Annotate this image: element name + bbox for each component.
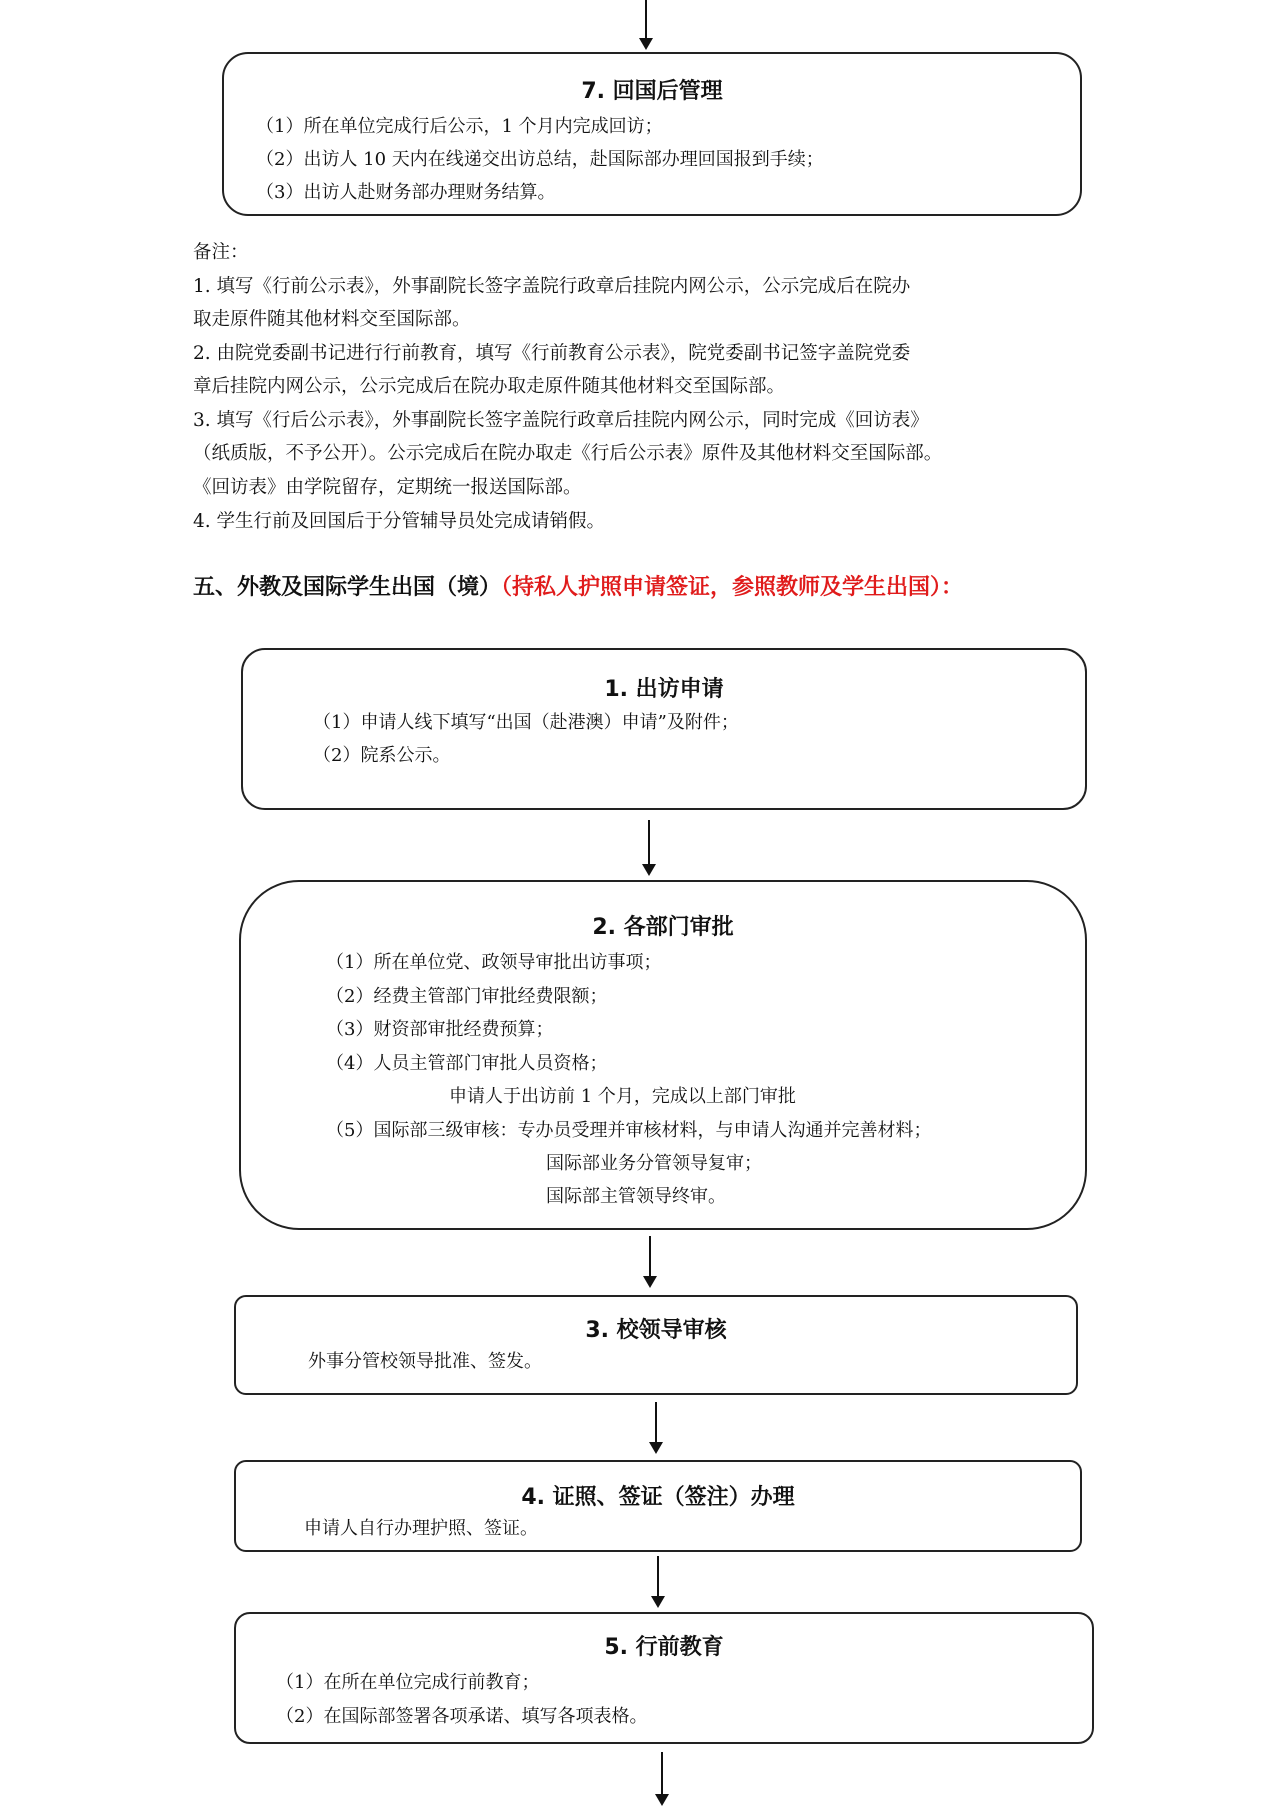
step-5-title: 5. 行前教育 xyxy=(604,1635,724,1660)
step-3-title: 3. 校领导审核 xyxy=(585,1318,727,1343)
flow-arrow xyxy=(661,1752,663,1796)
step-7-box xyxy=(222,52,1082,216)
step-7-line-3: （3）出访人赴财务部办理财务结算。 xyxy=(256,182,556,203)
step-3-box xyxy=(234,1295,1078,1395)
step-2-line-6: （5）国际部三级审核：专办员受理并审核材料，与申请人沟通并完善材料； xyxy=(326,1120,932,1141)
section-5-heading xyxy=(193,570,963,601)
step-4-box xyxy=(234,1460,1082,1552)
step-2-line-2: （2）经费主管部门审批经费限额； xyxy=(326,986,608,1007)
step-7-line-2: （2）出访人 10 天内在线递交出访总结，赴国际部办理回国报到手续； xyxy=(256,149,824,170)
step-5-line-1: （1）在所在单位完成行前教育； xyxy=(276,1672,540,1693)
step-2-title: 2. 各部门审批 xyxy=(592,915,734,940)
note-line-2: 取走原件随其他材料交至国际部。 xyxy=(193,309,471,330)
section-5-highlight: （持私人护照申请签证，参照教师及学生出国）： xyxy=(501,575,964,600)
flow-arrow xyxy=(657,1556,659,1598)
step-5-box xyxy=(234,1612,1094,1744)
step-7-line-1: （1）所在单位完成行后公示，1 个月内完成回访； xyxy=(256,116,663,137)
step-2-box xyxy=(239,880,1087,1230)
note-line-3: 2. 由院党委副书记进行行前教育，填写《行前教育公示表》，院党委副书记签字盖院党委 xyxy=(193,343,911,364)
step-5-line-2: （2）在国际部签署各项承诺、填写各项表格。 xyxy=(276,1706,648,1727)
note-line-1: 1. 填写《行前公示表》，外事副院长签字盖院行政章后挂院内网公示，公示完成后在院办 xyxy=(193,276,911,297)
step-2-line-1: （1）所在单位党、政领导审批出访事项； xyxy=(326,952,662,973)
step-2-line-8: 国际部主管领导终审。 xyxy=(546,1186,726,1207)
step-2-line-3: （3）财资部审批经费预算； xyxy=(326,1019,554,1040)
notes-heading: 备注： xyxy=(193,242,249,263)
step-1-line-2: （2）院系公示。 xyxy=(313,745,451,766)
section-5-title: 五、外教及国际学生出国（境） xyxy=(193,575,502,600)
step-4-title: 4. 证照、签证（签注）办理 xyxy=(521,1485,795,1510)
note-line-4: 章后挂院内网公示，公示完成后在院办取走原件随其他材料交至国际部。 xyxy=(193,376,786,397)
step-4-line-1: 申请人自行办理护照、签证。 xyxy=(304,1518,538,1539)
step-1-box xyxy=(241,648,1087,810)
flow-arrow xyxy=(649,1236,651,1278)
step-1-title: 1. 出访申请 xyxy=(604,677,724,702)
flow-arrow xyxy=(645,0,647,40)
flow-arrow xyxy=(655,1402,657,1444)
note-line-8: 4. 学生行前及回国后于分管辅导员处完成请销假。 xyxy=(193,511,606,532)
flow-arrow xyxy=(648,820,650,866)
step-2-line-4: （4）人员主管部门审批人员资格； xyxy=(326,1053,608,1074)
step-2-line-5: 申请人于出访前 1 个月，完成以上部门审批 xyxy=(449,1086,796,1107)
note-line-6: （纸质版，不予公开）。公示完成后在院办取走《行后公示表》原件及其他材料交至国际部。 xyxy=(193,443,943,464)
step-1-line-1: （1）申请人线下填写“出国（赴港澳）申请”及附件； xyxy=(313,712,739,733)
note-line-5: 3. 填写《行后公示表》，外事副院长签字盖院行政章后挂院内网公示，同时完成《回访表》 xyxy=(193,410,929,431)
step-7-title: 7. 回国后管理 xyxy=(581,79,723,104)
step-3-line-1: 外事分管校领导批准、签发。 xyxy=(308,1351,542,1372)
note-line-7: 《回访表》由学院留存，定期统一报送国际部。 xyxy=(193,477,582,498)
step-2-line-7: 国际部业务分管领导复审； xyxy=(546,1153,762,1174)
